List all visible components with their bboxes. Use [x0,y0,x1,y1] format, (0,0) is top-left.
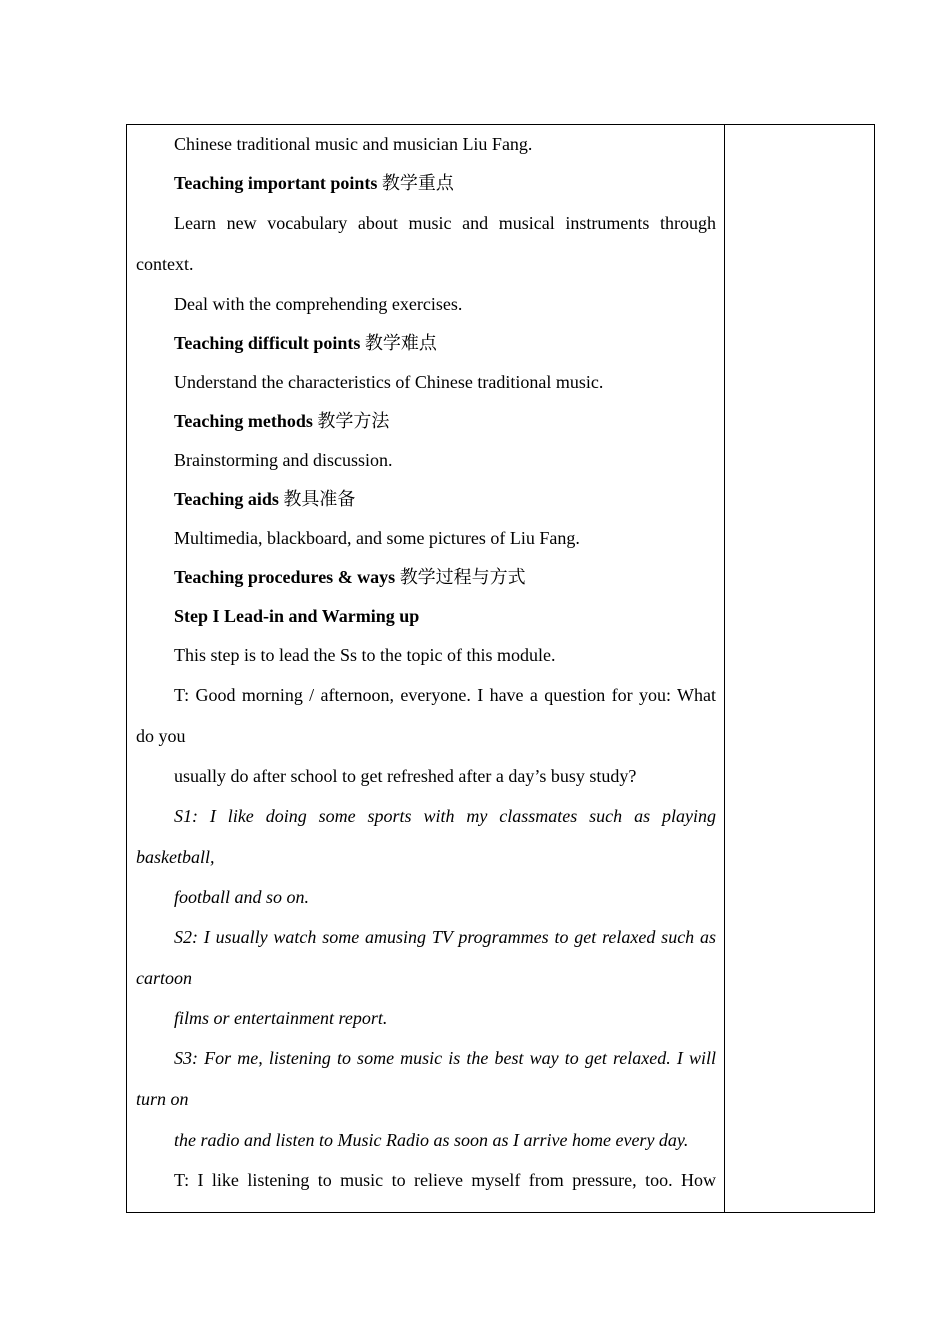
paragraph: T: I like listening to music to relieve myself from pressure, too. How [174,1170,716,1190]
student-answer: the radio and listen to Music Radio as soon as I arrive home every day. [174,1130,689,1150]
heading-cn: 教学重点 [381,173,454,193]
heading-cn: 教学方法 [317,411,390,431]
heading-text: Teaching methods [174,411,313,431]
step-heading [136,597,716,636]
paragraph: usually do after school to get refreshed after a day’s busy study? [174,766,637,786]
heading-text: Teaching important points [174,173,378,193]
paragraph: Understand the characteristics of Chinese traditional music. [174,372,604,392]
student-answer: S2: I usually watch some amusing TV programmes to get relaxed such as cartoon [136,927,716,988]
heading-cn: 教学过程与方式 [399,567,526,587]
student-answer: films or entertainment report. [174,1008,388,1028]
paragraph: This step is to lead the Ss to the topic of this module. [174,645,556,665]
heading-important-points [136,164,716,203]
heading-difficult-points [136,324,716,363]
paragraph: T: Good morning / afternoon, everyone. I have a question for you: What do you [136,685,716,746]
heading-aids [136,480,716,519]
heading-methods [136,402,716,441]
heading-procedures [136,558,716,597]
heading-text: Teaching procedures & ways [174,567,396,587]
student-answer: S3: For me, listening to some music is the best way to get relaxed. I will turn on [136,1048,716,1109]
heading-cn: 教具准备 [283,489,356,509]
paragraph: Deal with the comprehending exercises. [174,294,463,314]
heading-text: Teaching aids [174,489,279,509]
paragraph: Learn new vocabulary about music and musical instruments through context. [136,213,716,274]
notes-cell [725,125,874,1212]
student-answer: football and so on. [174,887,310,907]
paragraph: Chinese traditional music and musician Liu Fang. [174,134,533,154]
heading-cn: 教学难点 [364,333,437,353]
main-cell [136,125,716,1200]
step-title: Step I Lead-in and Warming up [174,606,420,626]
paragraph: Brainstorming and discussion. [174,450,393,470]
paragraph: Multimedia, blackboard, and some pictures of Liu Fang. [174,528,580,548]
student-answer: S1: I like doing some sports with my classmates such as playing basketball, [136,806,716,867]
heading-text: Teaching difficult points [174,333,361,353]
lesson-plan-table [126,124,875,1213]
